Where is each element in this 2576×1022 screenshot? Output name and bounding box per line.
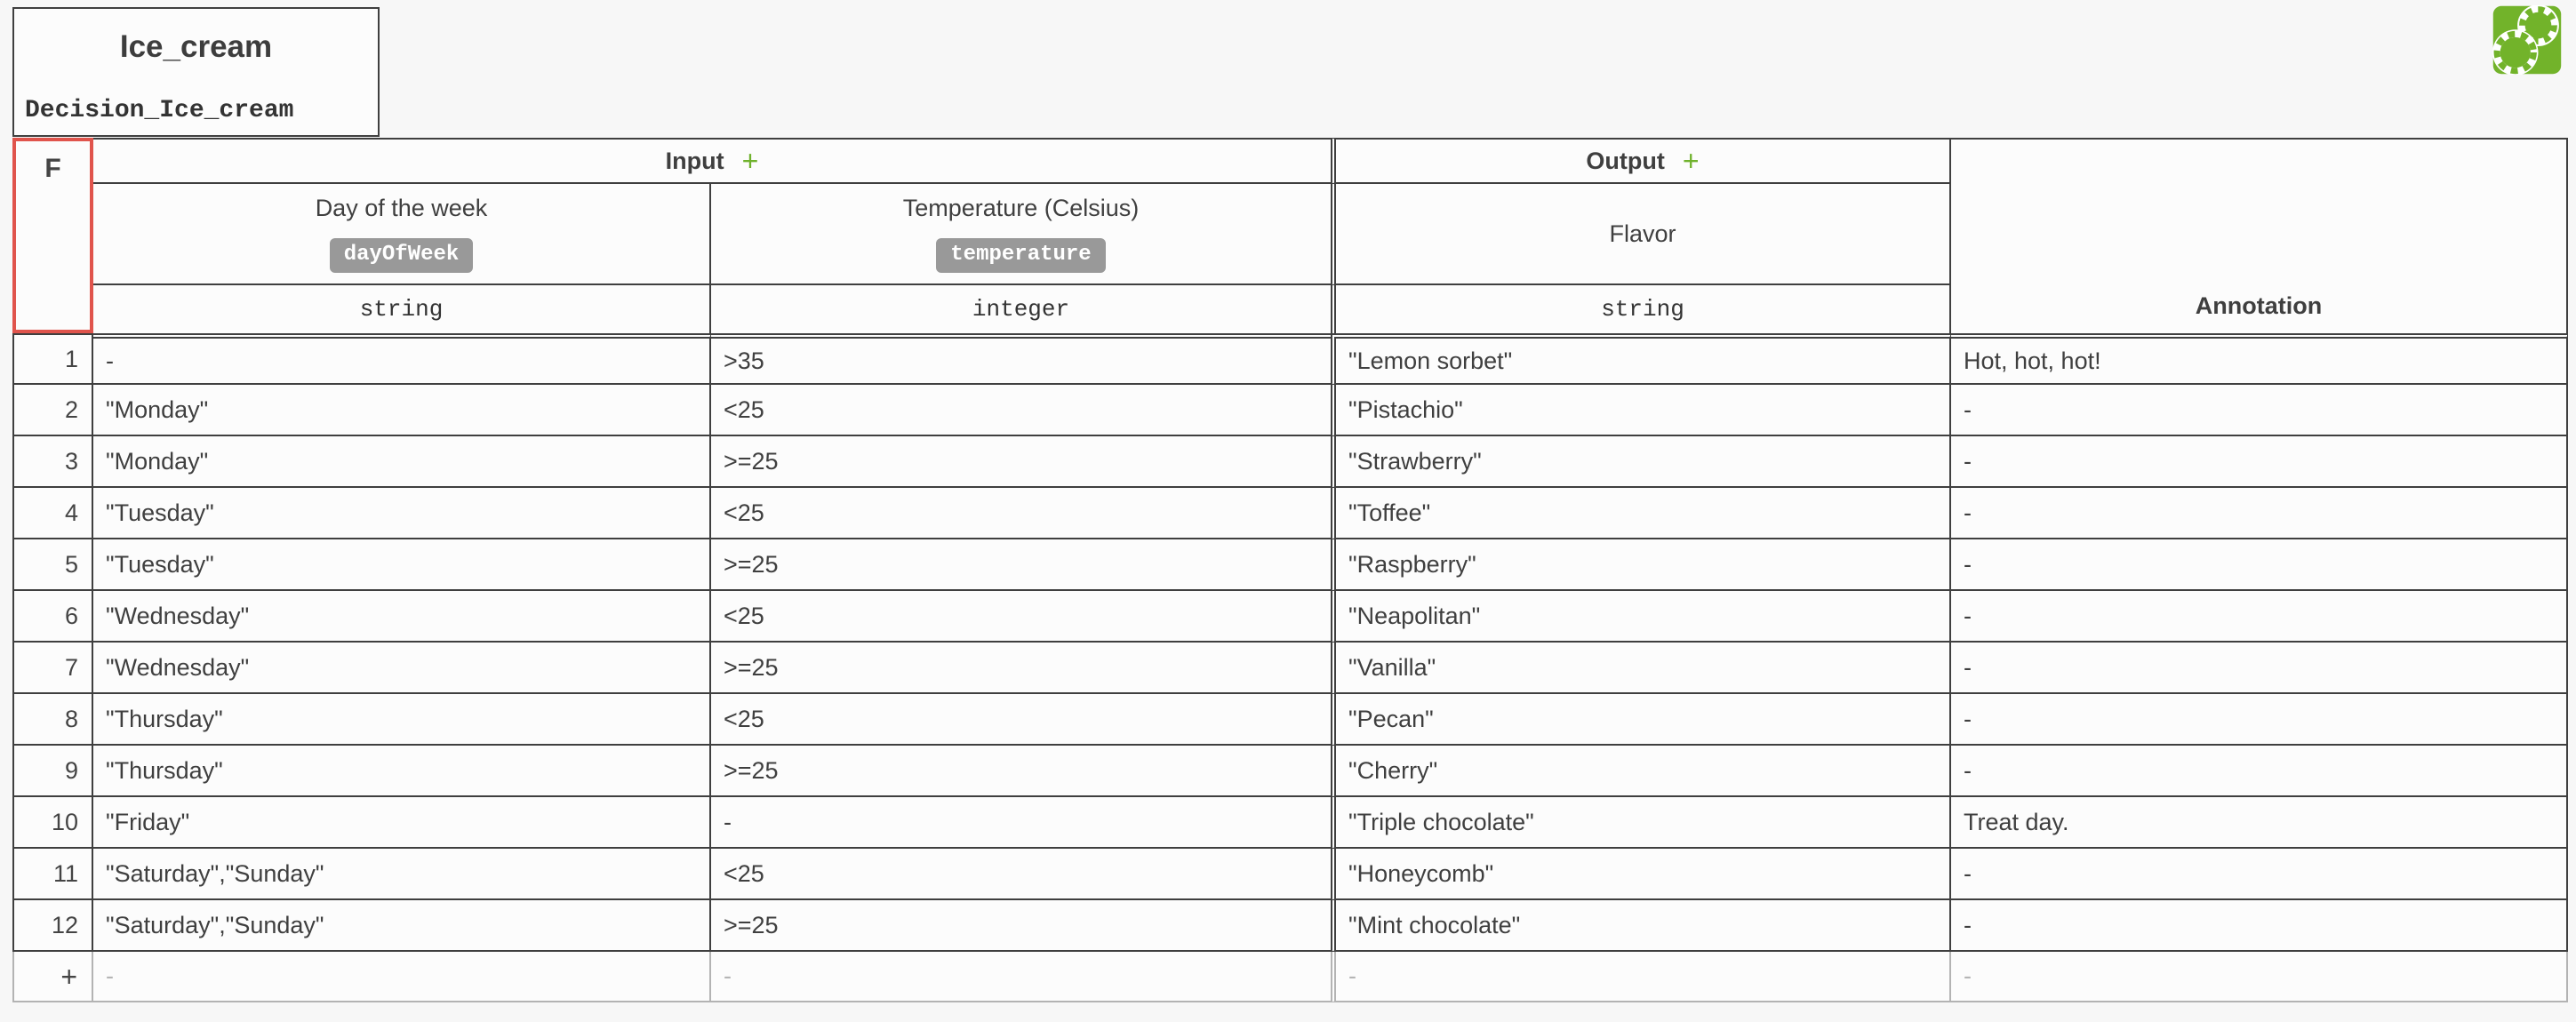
table-name-box[interactable] (12, 7, 380, 87)
add-input-button[interactable]: + (741, 145, 759, 177)
input-entry-day-of-week[interactable]: "Wednesday" (93, 643, 711, 694)
input-section-label: Input (665, 147, 724, 174)
input-entry-day-of-week[interactable]: "Monday" (93, 436, 711, 488)
input-type-temperature[interactable]: integer (711, 285, 1331, 333)
decision-table-grid (12, 138, 2568, 1002)
rule-number[interactable]: 10 (12, 797, 93, 849)
rule-number[interactable]: 11 (12, 849, 93, 900)
annotation-entry[interactable]: - (1951, 591, 2568, 643)
output-label-flavor: Flavor (1609, 220, 1676, 247)
input-entry-temperature[interactable]: >=25 (711, 900, 1331, 952)
dmn-logo-icon (2492, 5, 2562, 75)
output-entry-flavor[interactable]: "Pecan" (1331, 694, 1951, 746)
output-entry-flavor[interactable]: "Cherry" (1331, 746, 1951, 797)
output-entry-flavor[interactable]: "Honeycomb" (1331, 849, 1951, 900)
input-entry-day-of-week[interactable]: "Saturday","Sunday" (93, 849, 711, 900)
annotation-entry[interactable]: - (1951, 643, 2568, 694)
input-entry-day-of-week[interactable]: "Thursday" (93, 746, 711, 797)
annotation-entry[interactable]: - (1951, 385, 2568, 436)
input-entry-day-of-week[interactable]: "Tuesday" (93, 488, 711, 539)
rule-number[interactable]: 4 (12, 488, 93, 539)
annotation-label: Annotation (2195, 292, 2323, 319)
rule-number[interactable]: 6 (12, 591, 93, 643)
hit-policy-cell[interactable]: F (12, 138, 93, 333)
output-entry-flavor[interactable]: "Neapolitan" (1331, 591, 1951, 643)
rule-number[interactable]: 7 (12, 643, 93, 694)
annotation-entry[interactable]: - (1951, 849, 2568, 900)
input-entry-day-of-week[interactable]: "Monday" (93, 385, 711, 436)
rule-number[interactable]: 2 (12, 385, 93, 436)
input-entry-temperature[interactable]: >=25 (711, 436, 1331, 488)
new-rule-annotation-placeholder[interactable]: - (1951, 952, 2568, 1002)
table-name: Ice_cream (119, 29, 273, 64)
annotation-column-header (1951, 138, 2568, 333)
rule-number[interactable]: 3 (12, 436, 93, 488)
output-entry-flavor[interactable]: "Strawberry" (1331, 436, 1951, 488)
decision-id: Decision_Ice_cream (25, 96, 294, 124)
output-header-flavor[interactable] (1331, 184, 1951, 285)
annotation-entry[interactable]: Hot, hot, hot! (1951, 333, 2568, 385)
new-rule-output-flavor-placeholder[interactable]: - (1331, 952, 1951, 1002)
input-entry-temperature[interactable]: <25 (711, 849, 1331, 900)
input-section-header (93, 138, 1331, 184)
output-entry-flavor[interactable]: "Lemon sorbet" (1331, 333, 1951, 385)
input-expression-badge-dayOfWeek: dayOfWeek (330, 238, 474, 273)
input-entry-temperature[interactable]: >=25 (711, 746, 1331, 797)
input-label-day-of-week: Day of the week (315, 195, 488, 222)
input-entry-temperature[interactable]: <25 (711, 694, 1331, 746)
annotation-entry[interactable]: - (1951, 900, 2568, 952)
input-entry-day-of-week[interactable]: "Friday" (93, 797, 711, 849)
input-header-day-of-week[interactable] (93, 184, 711, 285)
output-type-flavor[interactable]: string (1331, 285, 1951, 333)
input-entry-day-of-week[interactable]: "Tuesday" (93, 539, 711, 591)
annotation-entry[interactable]: - (1951, 694, 2568, 746)
input-label-temperature: Temperature (Celsius) (902, 195, 1140, 222)
input-entry-day-of-week[interactable]: "Thursday" (93, 694, 711, 746)
input-type-day-of-week[interactable]: string (93, 285, 711, 333)
input-entry-day-of-week[interactable]: "Saturday","Sunday" (93, 900, 711, 952)
input-entry-temperature[interactable]: <25 (711, 591, 1331, 643)
output-entry-flavor[interactable]: "Raspberry" (1331, 539, 1951, 591)
output-entry-flavor[interactable]: "Triple chocolate" (1331, 797, 1951, 849)
add-output-button[interactable]: + (1682, 145, 1700, 177)
output-entry-flavor[interactable]: "Pistachio" (1331, 385, 1951, 436)
annotation-entry[interactable]: - (1951, 539, 2568, 591)
input-expression-badge-temperature: temperature (936, 238, 1105, 273)
input-entry-day-of-week[interactable]: "Wednesday" (93, 591, 711, 643)
rule-number[interactable]: 1 (12, 333, 93, 385)
annotation-entry[interactable]: - (1951, 436, 2568, 488)
output-section-header (1331, 138, 1951, 184)
output-entry-flavor[interactable]: "Mint chocolate" (1331, 900, 1951, 952)
rule-number[interactable]: 9 (12, 746, 93, 797)
rule-number[interactable]: 8 (12, 694, 93, 746)
rule-number[interactable]: 12 (12, 900, 93, 952)
output-entry-flavor[interactable]: "Vanilla" (1331, 643, 1951, 694)
annotation-entry[interactable]: - (1951, 746, 2568, 797)
annotation-entry[interactable]: Treat day. (1951, 797, 2568, 849)
rule-number[interactable]: 5 (12, 539, 93, 591)
new-rule-input-day-placeholder[interactable]: - (93, 952, 711, 1002)
input-entry-temperature[interactable]: - (711, 797, 1331, 849)
decision-id-box[interactable] (12, 85, 380, 137)
input-entry-temperature[interactable]: <25 (711, 385, 1331, 436)
input-entry-temperature[interactable]: >35 (711, 333, 1331, 385)
output-section-label: Output (1586, 147, 1665, 174)
input-entry-temperature[interactable]: >=25 (711, 539, 1331, 591)
add-rule-button[interactable]: + (12, 952, 93, 1002)
input-header-temperature[interactable] (711, 184, 1331, 285)
annotation-entry[interactable]: - (1951, 488, 2568, 539)
input-entry-day-of-week[interactable]: - (93, 333, 711, 385)
new-rule-input-temperature-placeholder[interactable]: - (711, 952, 1331, 1002)
input-entry-temperature[interactable]: <25 (711, 488, 1331, 539)
input-entry-temperature[interactable]: >=25 (711, 643, 1331, 694)
output-entry-flavor[interactable]: "Toffee" (1331, 488, 1951, 539)
